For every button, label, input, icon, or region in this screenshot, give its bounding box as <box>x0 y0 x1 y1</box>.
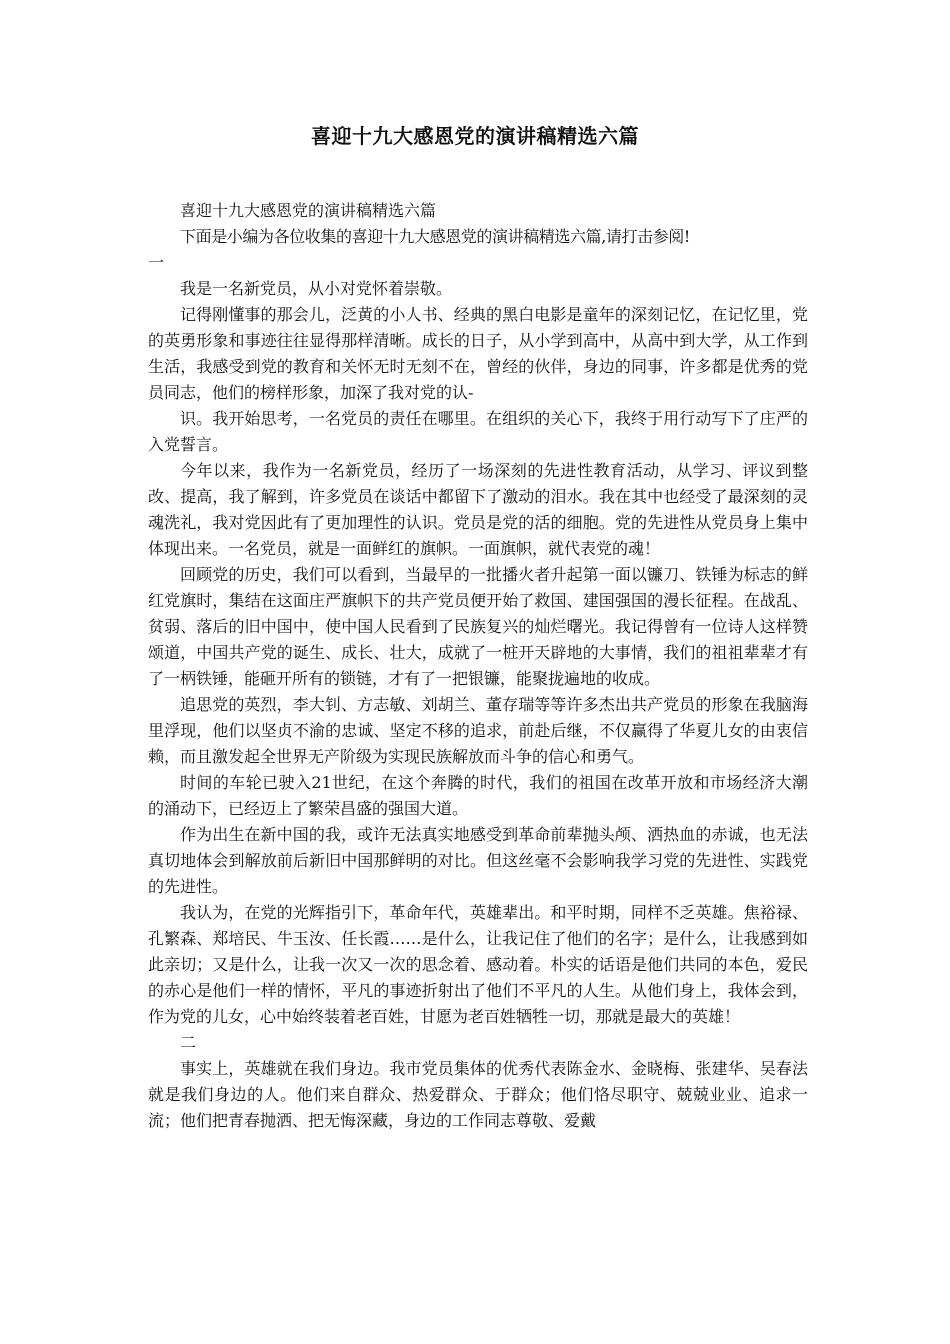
section-marker-2: 二 <box>180 1033 197 1052</box>
paragraph-intro: 下面是小编为各位收集的喜迎十九大感恩党的演讲稿精选六篇,请打击参阅! <box>180 227 690 246</box>
paragraph-subtitle: 喜迎十九大感恩党的演讲稿精选六篇 <box>180 201 437 220</box>
paragraph: 我是一名新党员，从小对党怀着崇敬。 <box>180 279 453 298</box>
document-title: 喜迎十九大感恩党的演讲稿精选六篇 <box>311 124 639 148</box>
paragraph: 作为出生在新中国的我，或许无法真实地感受到革命前辈抛头颅、洒热血的赤诚，也无法真切地体会到解放前后新旧中国那鲜明的对比。但这丝毫不会影响我学习党的先进性、实践党的先进性。 <box>148 825 808 896</box>
document-body <box>148 198 808 1134</box>
paragraph: 记得刚懂事的那会儿，泛黄的小人书、经典的黑白电影是童年的深刻记忆，在记忆里，党的英勇形象和事迹往往显得那样清晰。成长的日子，从小学到高中，从高中到大学，从工作到生活，我感受到党的教育和关怀无时无刻不在，曾经的伙伴，身边的同事，许多都是优秀的党员同志，他们的榜样形象，加深了我对党的认- <box>148 305 808 402</box>
section-marker-1: 一 <box>148 253 165 272</box>
paragraph: 追思党的英烈，李大钊、方志敏、刘胡兰、董存瑞等等许多杰出共产党员的形象在我脑海里浮现，他们以坚贞不渝的忠诚、坚定不移的追求，前赴后继，不仅赢得了华夏儿女的由衷信赖，而且激发起全世界无产阶级为实现民族解放而斗争的信心和勇气。 <box>148 695 808 766</box>
paragraph: 今年以来，我作为一名新党员，经历了一场深刻的先进性教育活动，从学习、评议到整改、提高，我了解到，许多党员在谈话中都留下了激动的泪水。我在其中也经受了最深刻的灵魂洗礼，我对党因此有了更加理性的认识。党员是党的活的细胞。党的先进性从党员身上集中体现出来。一名党员，就是一面鲜红的旗帜。一面旗帜，就代表党的魂！ <box>148 461 808 558</box>
paragraph: 回顾党的历史，我们可以看到，当最早的一批播火者升起第一面以镰刀、铁锤为标志的鲜红党旗时，集结在这面庄严旗帜下的共产党员便开始了救国、建国强国的漫长征程。在战乱、贫弱、落后的旧中国中，使中国人民看到了民族复兴的灿烂曙光。我记得曾有一位诗人这样赞颂道，中国共产党的诞生、成长、壮大，成就了一桩开天辟地的大事情，我们的祖祖辈辈才有了一柄铁锤，能砸开所有的锁链，才有了一把银镰，能聚拢遍地的收成。 <box>148 565 808 688</box>
paragraph: 时间的车轮已驶入21世纪，在这个奔腾的时代，我们的祖国在改革开放和市场经济大潮的涌动下，已经迈上了繁荣昌盛的强国大道。 <box>148 773 808 818</box>
paragraph: 事实上，英雄就在我们身边。我市党员集体的优秀代表陈金水、金晓梅、张建华、吴春法就是我们身边的人。他们来自群众、热爱群众、于群众；他们恪尽职守、兢兢业业、追求一流；他们把青春抛洒、把无悔深藏，身边的工作同志尊敬、爱戴 <box>148 1059 808 1130</box>
paragraph: 我认为，在党的光辉指引下，革命年代，英雄辈出。和平时期，同样不乏英雄。焦裕禄、孔繁森、郑培民、牛玉汝、任长霞……是什么，让我记住了他们的名字；是什么，让我感到如此亲切；又是什么，让我一次又一次的思念着、感动着。朴实的话语是他们共同的本色，爱民的赤心是他们一样的情怀，平凡的事迹折射出了他们不平凡的人生。从他们身上，我体会到，作为党的儿女，心中始终装着老百姓，甘愿为老百姓牺牲一切，那就是最大的英雄！ <box>148 903 808 1026</box>
paragraph: 识。我开始思考，一名党员的责任在哪里。在组织的关心下，我终于用行动写下了庄严的入党誓言。 <box>148 409 808 454</box>
